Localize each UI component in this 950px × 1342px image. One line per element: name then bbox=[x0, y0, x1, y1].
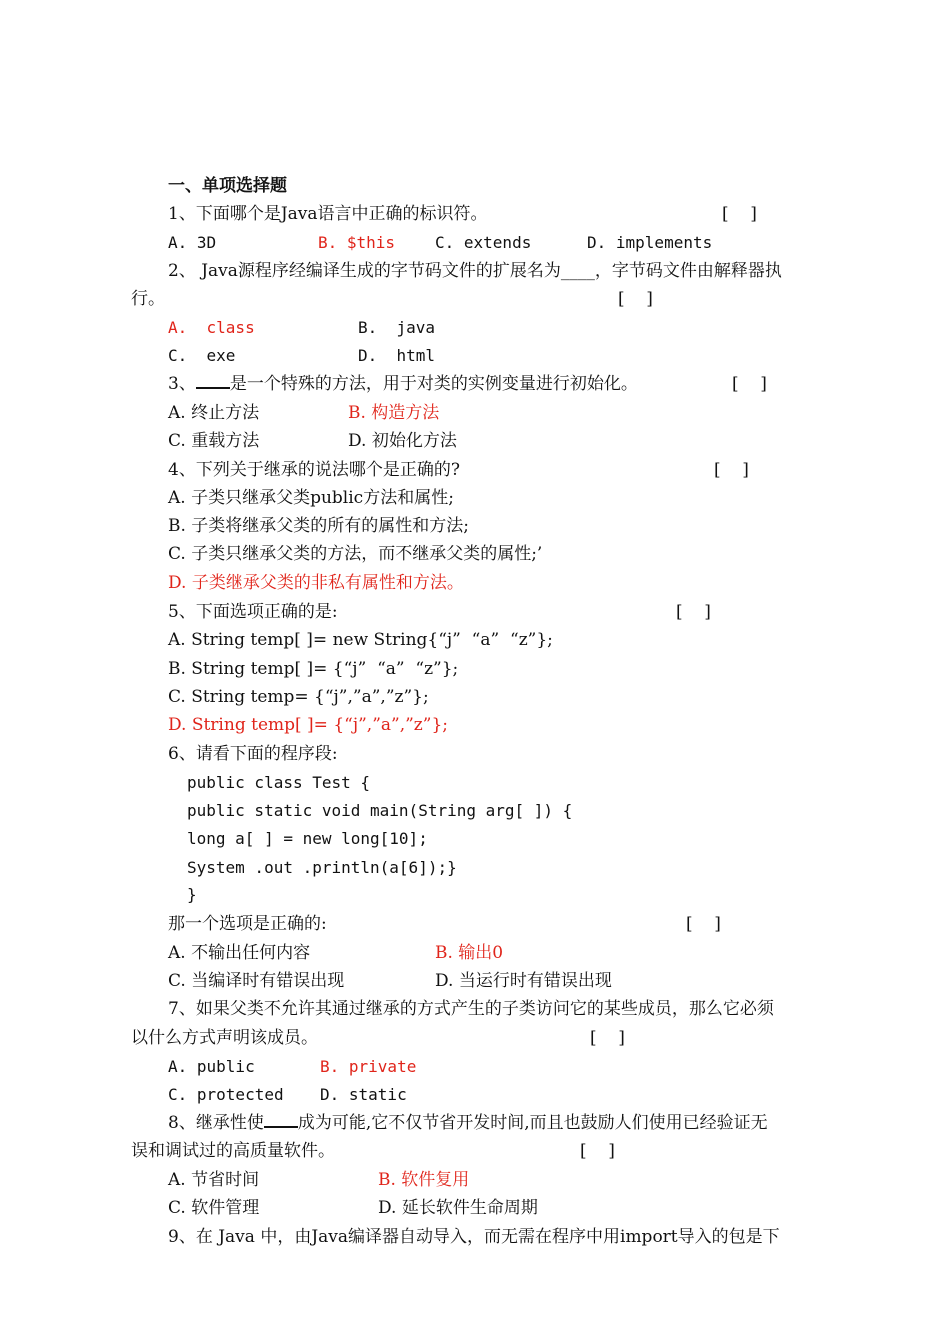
question-7-option-d: D. static bbox=[320, 1085, 407, 1104]
question-4-option-d-answer: D. 子类继承父类的非私有属性和方法。 bbox=[168, 573, 464, 593]
question-6-stem: 6、请看下面的程序段: bbox=[168, 744, 338, 764]
question-8-prefix: 8、继承性使 bbox=[168, 1113, 264, 1133]
question-8-option-c: C. 软件管理 bbox=[168, 1198, 260, 1218]
question-4-bracket: [ ] bbox=[714, 460, 749, 480]
question-3-prefix: 3、 bbox=[168, 374, 196, 394]
question-6-bracket: [ ] bbox=[686, 914, 721, 934]
question-6-question: 那一个选项是正确的: bbox=[168, 914, 327, 934]
question-1-stem: 1、下面哪个是Java语言中正确的标识符。 bbox=[168, 204, 488, 224]
question-2-option-d: D. html bbox=[358, 346, 436, 365]
question-2-option-b: B. java bbox=[358, 318, 436, 337]
question-1-option-d: D. implements bbox=[587, 233, 713, 252]
question-8-stem-line1 bbox=[168, 1112, 768, 1134]
question-7-option-c: C. protected bbox=[168, 1085, 284, 1104]
question-1-option-b-answer: B. $this bbox=[318, 233, 396, 252]
question-5-option-d-answer: D. String temp[ ]= {“j”,”a”,”z”}; bbox=[168, 715, 448, 735]
code-line-5: } bbox=[187, 885, 197, 904]
question-4-option-c: C. 子类只继承父类的方法，而不继承父类的属性;’ bbox=[168, 544, 543, 564]
question-4-option-b: B. 子类将继承父类的所有的属性和方法; bbox=[168, 516, 470, 536]
question-7-option-b-answer: B. private bbox=[320, 1057, 417, 1076]
question-3-option-a: A. 终止方法 bbox=[168, 403, 260, 423]
question-2-stem-line2: 行。 bbox=[131, 289, 165, 309]
question-4-stem: 4、下列关于继承的说法哪个是正确的? bbox=[168, 460, 460, 480]
question-2-stem-line1: 2、 Java源程序经编译生成的字节码文件的扩展名为____，字节码文件由解释器执 bbox=[168, 261, 782, 281]
code-line-1: public class Test { bbox=[187, 773, 371, 792]
question-8-bracket: [ ] bbox=[580, 1141, 615, 1161]
question-9-stem: 9、在 Java 中，由Java编译器自动导入，而无需在程序中用import导入的包是下 bbox=[168, 1227, 780, 1247]
question-8-option-a: A. 节省时间 bbox=[168, 1170, 260, 1190]
question-1-option-a: A. 3D bbox=[168, 233, 217, 252]
question-8-blank bbox=[264, 1112, 298, 1128]
code-line-4: System .out .println(a[6]);} bbox=[187, 858, 457, 877]
question-3-suffix: 是一个特殊的方法，用于对类的实例变量进行初始化。 bbox=[229, 374, 638, 394]
question-7-stem-line2: 以什么方式声明该成员。 bbox=[131, 1028, 318, 1048]
question-3-option-c: C. 重载方法 bbox=[168, 431, 260, 451]
question-1-option-c: C. extends bbox=[435, 233, 532, 252]
question-3-bracket: [ ] bbox=[732, 374, 767, 394]
question-7-bracket: [ ] bbox=[590, 1028, 625, 1048]
code-line-3: long a[ ] = new long[10]; bbox=[187, 829, 428, 848]
question-5-option-c: C. String temp= {“j”,”a”,”z”}; bbox=[168, 687, 429, 707]
question-3-option-b-answer: B. 构造方法 bbox=[348, 403, 440, 423]
question-5-option-b: B. String temp[ ]= {“j” “a” “z”}; bbox=[168, 659, 459, 679]
question-7-stem-line1: 7、如果父类不允许其通过继承的方式产生的子类访问它的某些成员，那么它必须 bbox=[168, 999, 774, 1019]
question-2-option-a-answer: A. class bbox=[168, 318, 255, 337]
question-6-option-a: A. 不输出任何内容 bbox=[168, 943, 311, 963]
question-3-blank bbox=[196, 373, 230, 389]
question-2-bracket: [ ] bbox=[618, 289, 653, 309]
question-5-option-a: A. String temp[ ]= new String{“j” “a” “z”}; bbox=[168, 630, 553, 650]
question-6-option-b-answer: B. 输出0 bbox=[435, 943, 504, 963]
section-title: 一、单项选择题 bbox=[168, 176, 287, 196]
question-5-bracket: [ ] bbox=[676, 602, 711, 622]
question-8-option-b-answer: B. 软件复用 bbox=[378, 1170, 470, 1190]
question-7-option-a: A. public bbox=[168, 1057, 255, 1076]
question-8-suffix: 成为可能,它不仅节省开发时间,而且也鼓励人们使用已经验证无 bbox=[297, 1113, 768, 1133]
question-4-option-a: A. 子类只继承父类public方法和属性; bbox=[168, 488, 454, 508]
question-8-option-d: D. 延长软件生命周期 bbox=[378, 1198, 538, 1218]
question-6-option-d: D. 当运行时有错误出现 bbox=[435, 971, 612, 991]
question-6-option-c: C. 当编译时有错误出现 bbox=[168, 971, 345, 991]
question-2-option-c: C. exe bbox=[168, 346, 236, 365]
question-5-stem: 5、下面选项正确的是: bbox=[168, 602, 338, 622]
question-3-stem bbox=[168, 373, 638, 395]
question-3-option-d: D. 初始化方法 bbox=[348, 431, 457, 451]
code-line-2: public static void main(String arg[ ]) { bbox=[187, 801, 573, 820]
question-1-bracket: [ ] bbox=[722, 204, 757, 224]
question-8-stem-line2: 误和调试过的高质量软件。 bbox=[131, 1141, 335, 1161]
